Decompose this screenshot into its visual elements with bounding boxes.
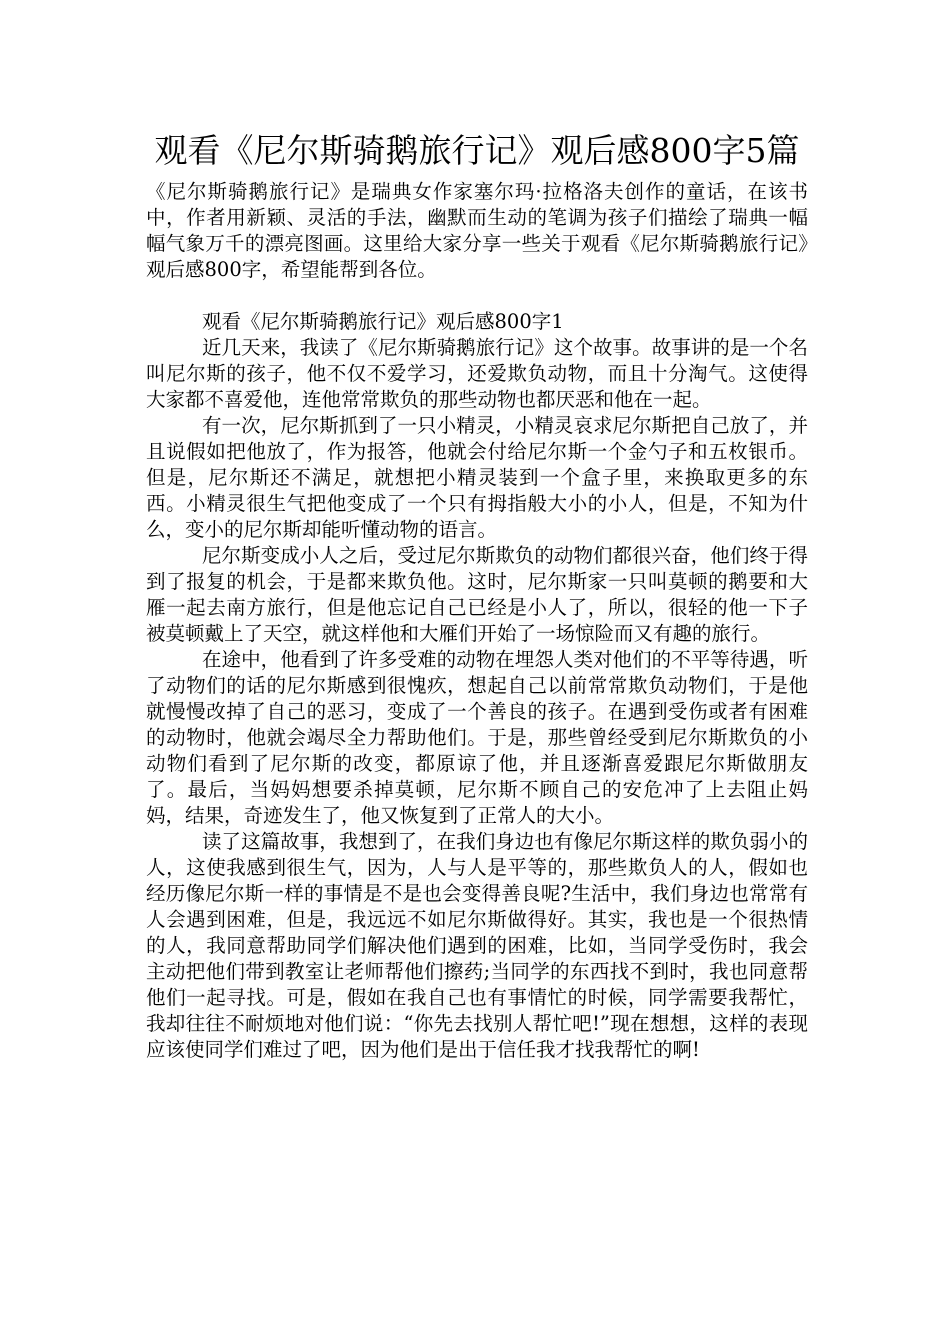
document-page: [146, 128, 808, 1063]
intro-paragraph: 《尼尔斯骑鹅旅行记》是瑞典女作家塞尔玛·拉格洛夫创作的童话，在该书中，作者用新颖、灵活的手法，幽默而生动的笔调为孩子们描绘了瑞典一幅幅气象万千的漂亮图画。这里给大家分享一些关于观看《尼尔斯骑鹅旅行记》观后感800字，希望能帮到各位。: [146, 180, 808, 281]
body-paragraph: 有一次，尼尔斯抓到了一只小精灵，小精灵哀求尼尔斯把自己放了，并且说假如把他放了，作为报答，他就会付给尼尔斯一个金勺子和五枚银币。但是，尼尔斯还不满足，就想把小精灵装到一个盒子里，来换取更多的东西。小精灵很生气把他变成了一个只有拇指般大小的小人，但是，不知为什么，变小的尼尔斯却能听懂动物的语言。: [146, 414, 808, 541]
body-paragraph: 在途中，他看到了许多受难的动物在埋怨人类对他们的不平等待遇，听了动物们的话的尼尔斯感到很愧疚，想起自己以前常常欺负动物们，于是他就慢慢改掉了自己的恶习，变成了一个善良的孩子。在遇到受伤或者有困难的动物时，他就会竭尽全力帮助他们。于是，那些曾经受到尼尔斯欺负的小动物们看到了尼尔斯的改变，都原谅了他，并且逐渐喜爱跟尼尔斯做朋友了。最后，当妈妈想要杀掉莫顿，尼尔斯不顾自己的安危冲了上去阻止妈妈，结果，奇迹发生了，他又恢复到了正常人的大小。: [146, 648, 808, 827]
section-heading: 观看《尼尔斯骑鹅旅行记》观后感800字1: [202, 310, 564, 333]
body-paragraph: 读了这篇故事，我想到了，在我们身边也有像尼尔斯这样的欺负弱小的人，这使我感到很生气，因为，人与人是平等的，那些欺负人的人，假如也经历像尼尔斯一样的事情是不是也会变得善良呢?生活中，我们身边也常常有人会遇到困难，但是，我远远不如尼尔斯做得好。其实，我也是一个很热情的人，我同意帮助同学们解决他们遇到的困难，比如，当同学受伤时，我会主动把他们带到教室让老师帮他们擦药;当同学的东西找不到时，我也同意帮他们一起寻找。可是，假如在我自己也有事情忙的时候，同学需要我帮忙，我却往往不耐烦地对他们说：“你先去找别人帮忙吧!”现在想想，这样的表现应该使同学们难过了吧，因为他们是出于信任我才找我帮忙的啊!: [146, 830, 808, 1061]
page-title: 观看《尼尔斯骑鹅旅行记》观后感800字5篇: [154, 131, 800, 170]
body-paragraph: 尼尔斯变成小人之后，受过尼尔斯欺负的动物们都很兴奋，他们终于得到了报复的机会，于是都来欺负他。这时，尼尔斯家一只叫莫顿的鹅要和大雁一起去南方旅行，但是他忘记自己已经是小人了，所以，很轻的他一下子被莫顿戴上了天空，就这样他和大雁们开始了一场惊险而又有趣的旅行。: [146, 544, 808, 645]
body-paragraph: 近几天来，我读了《尼尔斯骑鹅旅行记》这个故事。故事讲的是一个名叫尼尔斯的孩子，他不仅不爱学习，还爱欺负动物，而且十分淘气。这使得大家都不喜爱他，连他常常欺负的那些动物也都厌恶和他在一起。: [146, 336, 808, 411]
